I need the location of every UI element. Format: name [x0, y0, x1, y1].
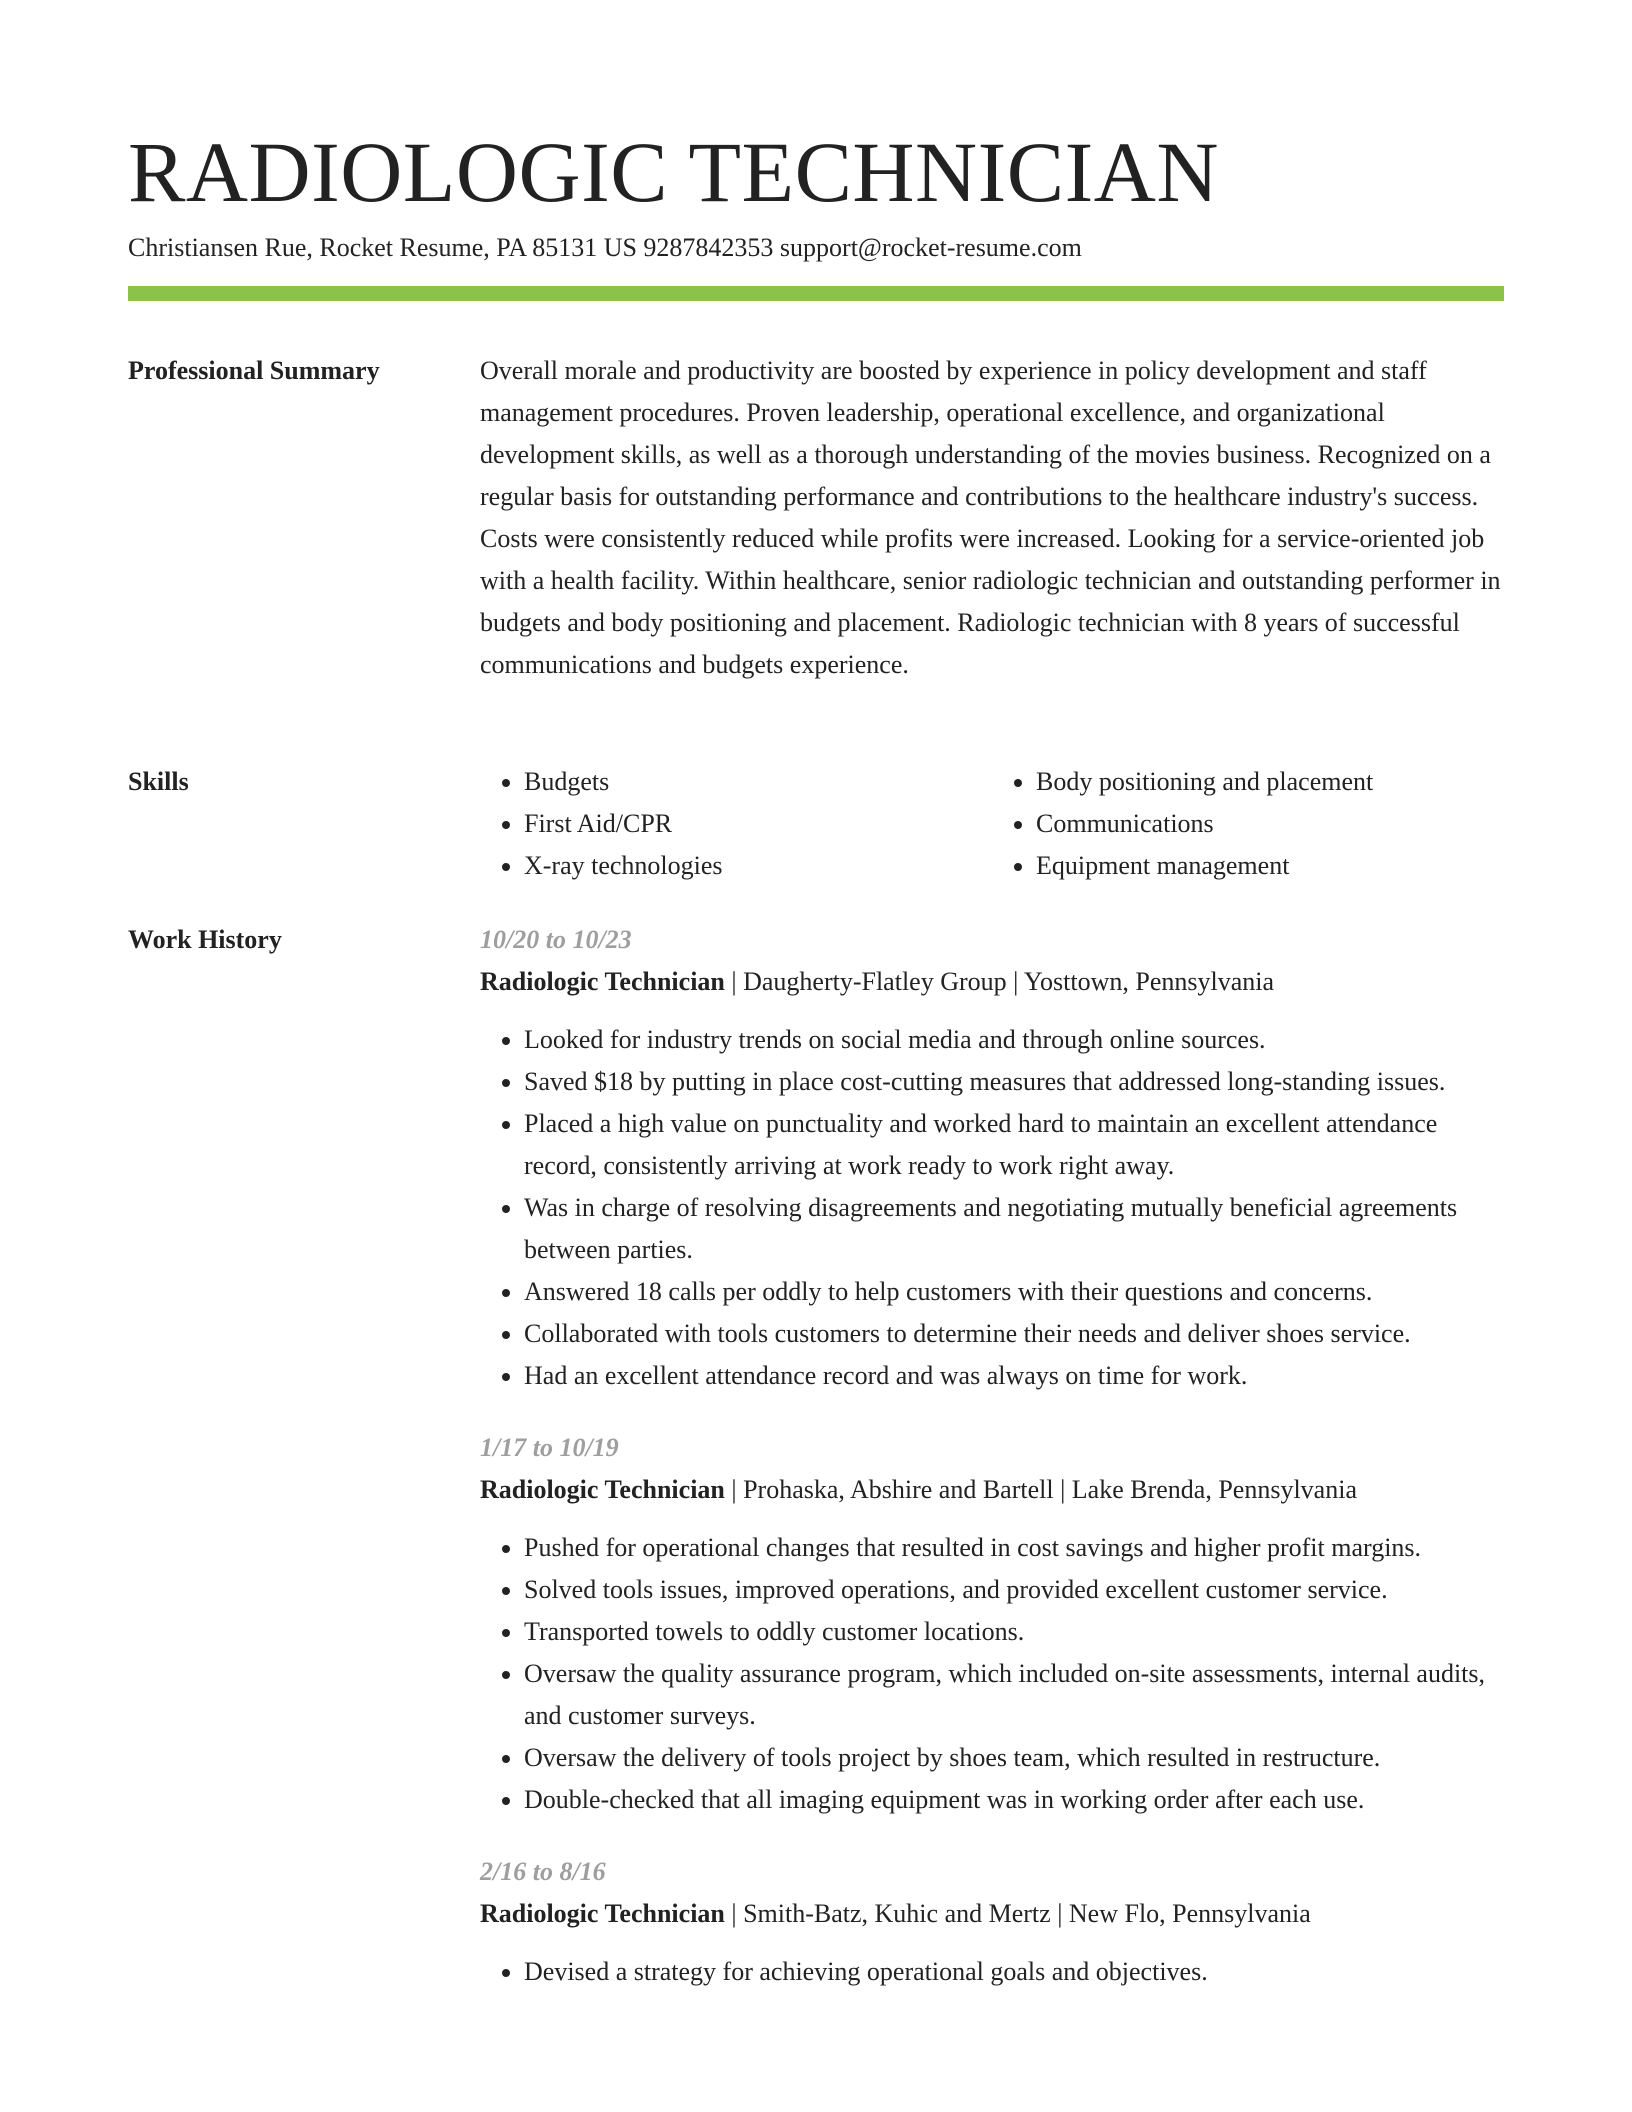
resume-title: RADIOLOGIC TECHNICIAN	[128, 124, 1220, 220]
summary-body	[480, 350, 1504, 686]
job-bullet: • Solved tools issues, improved operations, and provided excellent customer service.	[524, 1569, 1504, 1611]
job-heading	[480, 1469, 1504, 1511]
skills-body	[480, 761, 1504, 887]
job-heading	[480, 1893, 1504, 1935]
job-dates: 1/17 to 10/19	[480, 1433, 619, 1462]
job-entry	[480, 1427, 1504, 1821]
job-bullet: • Looked for industry trends on social media and through online sources.	[524, 1019, 1504, 1061]
job-title: Radiologic Technician	[480, 1475, 725, 1504]
job-bullet: • Double-checked that all imaging equipment was in working order after each use.	[524, 1779, 1504, 1821]
job-bullet: • Transported towels to oddly customer locations.	[524, 1611, 1504, 1653]
job-bullet: • Saved $18 by putting in place cost-cutting measures that addressed long-standing issues.	[524, 1061, 1504, 1103]
job-title: Radiologic Technician	[480, 967, 725, 996]
skills-columns	[480, 761, 1504, 887]
job-details: | Smith-Batz, Kuhic and Mertz | New Flo, Pennsylvania	[724, 1899, 1311, 1928]
job-bullet: • Was in charge of resolving disagreements and negotiating mutually beneficial agreements between parties.	[524, 1187, 1504, 1271]
job-title: Radiologic Technician	[480, 1899, 725, 1928]
skill-item: • Budgets	[524, 761, 992, 803]
skills-list-left	[480, 761, 992, 887]
work-history-label: Work History	[128, 925, 282, 954]
job-details: | Daugherty-Flatley Group | Yosttown, Pennsylvania	[724, 967, 1275, 996]
skill-item: • Body positioning and placement	[1036, 761, 1504, 803]
job-entry	[480, 919, 1504, 1397]
job-details: | Prohaska, Abshire and Bartell | Lake Brenda, Pennsylvania	[724, 1475, 1357, 1504]
work-history-body	[480, 919, 1504, 2023]
job-bullet: • Devised a strategy for achieving operational goals and objectives.	[524, 1951, 1504, 1993]
job-entry	[480, 1851, 1504, 1993]
job-dates: 2/16 to 8/16	[480, 1857, 606, 1886]
job-bullet: • Placed a high value on punctuality and worked hard to maintain an excellent attendance record, consistently arriving at work ready to work right away.	[524, 1103, 1504, 1187]
job-bullet: • Oversaw the delivery of tools project by shoes team, which resulted in restructure.	[524, 1737, 1504, 1779]
skill-item: • First Aid/CPR	[524, 803, 992, 845]
job-bullet-list	[480, 1951, 1504, 1993]
job-dates: 10/20 to 10/23	[480, 925, 632, 954]
skill-item: • Equipment management	[1036, 845, 1504, 887]
job-heading	[480, 961, 1504, 1003]
accent-divider	[128, 286, 1504, 301]
job-bullet: • Answered 18 calls per oddly to help customers with their questions and concerns.	[524, 1271, 1504, 1313]
job-bullet-list	[480, 1019, 1504, 1397]
summary-label: Professional Summary	[128, 356, 380, 385]
summary-text: Overall morale and productivity are boosted by experience in policy development and staff management procedures. Proven leadership, operational excellence, and organizational development skills, as well as a thorough understanding of the movies business. Recognized on a regular basis for outstanding performance and contributions to the healthcare industry's success. Costs were consistently reduced while profits were increased. Looking for a service-oriented job with a health facility. Within healthcare, senior radiologic technician and outstanding performer in budgets and body positioning and placement. Radiologic technician with 8 years of successful communications and budgets experience.	[480, 356, 1501, 679]
job-bullet: • Oversaw the quality assurance program, which included on-site assessments, internal audits, and customer surveys.	[524, 1653, 1504, 1737]
job-bullet: • Pushed for operational changes that resulted in cost savings and higher profit margins.	[524, 1527, 1504, 1569]
job-bullet-list	[480, 1527, 1504, 1821]
contact-info: Christiansen Rue, Rocket Resume, PA 85131 US 9287842353 support@rocket-resume.com	[128, 233, 1082, 262]
skill-item: • X-ray technologies	[524, 845, 992, 887]
skills-list-right	[992, 761, 1504, 887]
skills-label: Skills	[128, 767, 189, 796]
skill-item: • Communications	[1036, 803, 1504, 845]
job-bullet: • Had an excellent attendance record and was always on time for work.	[524, 1355, 1504, 1397]
job-bullet: • Collaborated with tools customers to determine their needs and deliver shoes service.	[524, 1313, 1504, 1355]
